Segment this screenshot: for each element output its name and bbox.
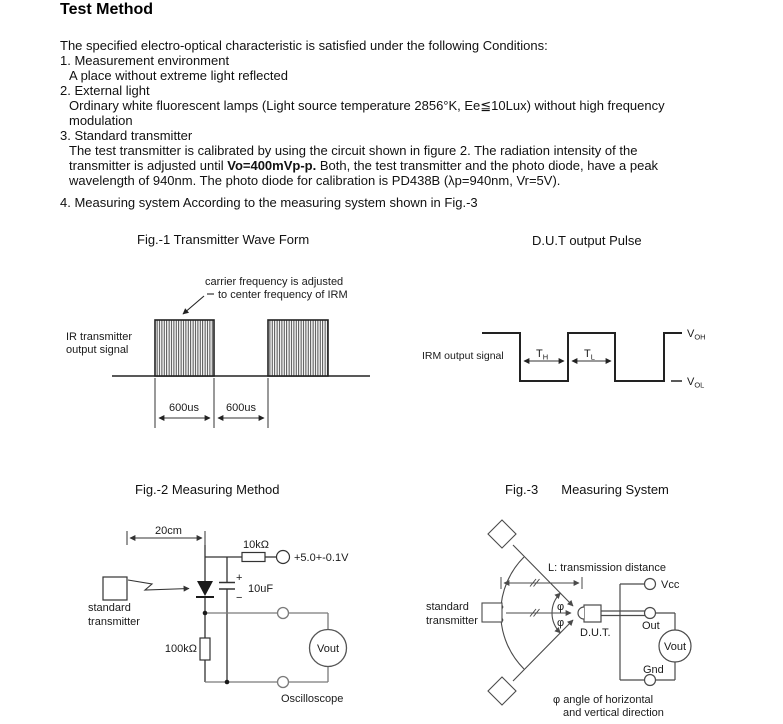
fig2-caption: Fig.-2 Measuring Method: [135, 482, 280, 497]
transmitter-label-2: transmitter: [426, 615, 478, 627]
pulse-gap-label: 600us: [226, 402, 256, 414]
transmitter-label-2: transmitter: [88, 616, 140, 628]
gnd-terminal: [645, 675, 656, 686]
body-line: The test transmitter is calibrated by using the circuit shown in figure 2. The radiation intensity of the: [69, 143, 638, 158]
body-line: A place without extreme light reflected: [69, 68, 288, 83]
distance-label: 20cm: [155, 525, 182, 537]
voh-label: $V_{OH}$: [687, 328, 706, 342]
transmission-distance-dimension: [501, 577, 582, 589]
carrier-annotation: [183, 276, 348, 314]
pulse-trace: [482, 333, 682, 381]
junction-dot: [203, 611, 208, 616]
ir-beam-arrow: [128, 580, 189, 590]
cap-plus-sign: +: [236, 572, 243, 584]
out-terminal: [645, 608, 656, 619]
vout-meter-label: Vout: [663, 641, 687, 653]
dut-pulse-caption: D.U.T output Pulse: [532, 233, 642, 248]
pulse-width-label: 600us: [169, 402, 199, 414]
distance-label: L: transmission distance: [548, 562, 666, 574]
phi-lower-label: φ: [557, 617, 565, 629]
transmitter-position-upper: [488, 520, 516, 548]
body-line: 2. External light: [60, 83, 150, 98]
burst-pulse-2: [268, 320, 328, 376]
vcc-label: Vcc: [661, 579, 680, 591]
body-line: wavelength of 940nm. The photo diode for calibration is PD438B (λp=940nm, Vr=5V).: [69, 173, 561, 188]
standard-transmitter-box: [482, 603, 502, 622]
irm-signal-label: IRM output signal: [422, 350, 504, 362]
ir-signal-label: [66, 331, 132, 356]
svg-text:IR transmitter: IR transmitter: [66, 331, 133, 343]
fig3-caption-title: Measuring System: [561, 482, 669, 497]
oscilloscope-label: Oscilloscope: [281, 693, 344, 705]
cap-minus-sign: −: [236, 592, 243, 604]
junction-dot: [225, 680, 230, 685]
supply-label: +5.0+-0.1V: [294, 552, 349, 564]
fig2-measuring-circuit: [80, 518, 400, 718]
fig1-transmitter-waveform: [60, 268, 390, 438]
svg-text:carrier frequency is adjusted: carrier frequency is adjusted: [205, 276, 344, 288]
body-line: 4. Measuring system According to the measuring system shown in Fig.-3: [60, 195, 478, 210]
waveform-trace: [112, 320, 370, 376]
dut-lens: [578, 607, 584, 619]
cap-value-label: 10uF: [248, 583, 274, 595]
resistor-100k-label: 100kΩ: [164, 643, 197, 655]
th-label: $T_H$: [536, 348, 549, 362]
dut-box: [584, 605, 601, 622]
vol-label: $V_{OL}$: [687, 376, 705, 390]
supply-terminal: [277, 551, 290, 564]
capacitor: [219, 583, 235, 590]
resistor-100k: [200, 638, 210, 660]
body-line: 3. Standard transmitter: [60, 128, 193, 143]
gnd-label: Gnd: [643, 664, 664, 676]
body-line: [60, 158, 665, 173]
vout-meter-label: Vout: [316, 643, 340, 655]
transmitter-label-1: standard: [88, 602, 131, 614]
photodiode: [196, 581, 214, 597]
dut-output-pulse-waveform: [420, 320, 725, 395]
body-line-post: Both, the test transmitter and the photo diode, have a peak: [316, 158, 659, 173]
vo-value-bold: Vo=400mVp-p.: [227, 158, 317, 173]
tl-label: $T_L$: [584, 348, 595, 362]
body-line: The specified electro-optical characteristic is satisfied under the following Conditions:: [60, 38, 548, 53]
page-title: Test Method: [60, 1, 154, 18]
transmitter-label-1: standard: [426, 601, 469, 613]
fig3-measuring-system: [420, 495, 783, 724]
out-label: Out: [642, 620, 660, 632]
svg-text:output signal: output signal: [66, 344, 129, 356]
fig3-caption-label: Fig.-3: [505, 482, 539, 497]
dut-label: D.U.T.: [580, 627, 611, 639]
body-line: 1. Measurement environment: [60, 53, 230, 68]
body-line: modulation: [69, 113, 133, 128]
standard-transmitter-box: [103, 577, 127, 600]
body-line: Ordinary white fluorescent lamps (Light source temperature 2856°K, Ee≦10Lux) without high frequency: [69, 98, 665, 113]
resistor-10k-label: 10kΩ: [243, 539, 269, 551]
angle-note-1: φ angle of horizontal: [553, 694, 654, 706]
phi-upper-label: φ: [557, 601, 565, 613]
resistor-10k: [242, 553, 265, 562]
angle-note-2: and vertical direction: [563, 707, 664, 719]
scope-terminal-top: [278, 608, 289, 619]
vcc-terminal: [645, 579, 656, 590]
burst-pulse-1: [155, 320, 214, 376]
svg-text:to center frequency of IRM: to center frequency of IRM: [218, 289, 348, 301]
test-method-conditions: [60, 38, 665, 210]
fig1-caption: Fig.-1 Transmitter Wave Form: [137, 232, 310, 247]
transmitter-position-lower: [488, 677, 516, 705]
body-line-pre: transmitter is adjusted until: [69, 158, 228, 173]
scope-terminal-bottom: [278, 677, 289, 688]
